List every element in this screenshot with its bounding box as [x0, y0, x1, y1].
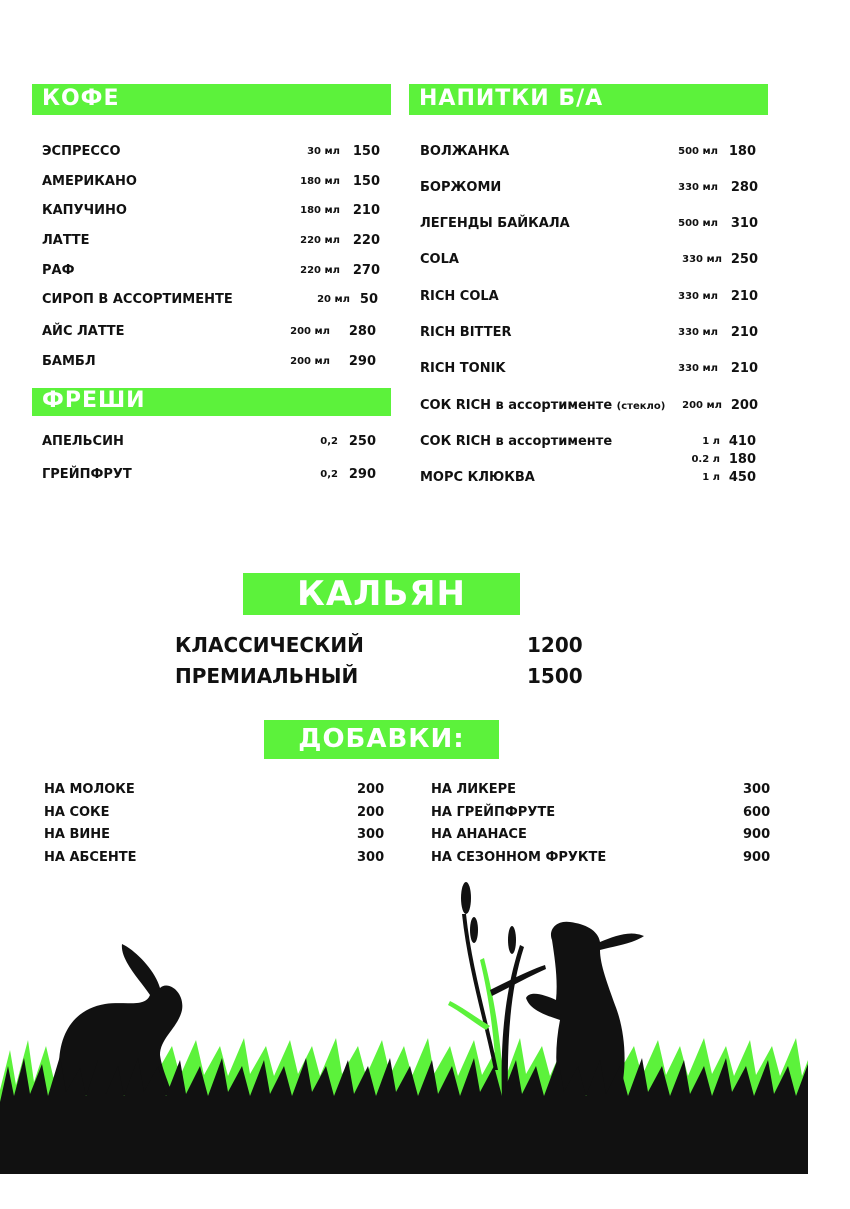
- menu-row: [420, 398, 758, 416]
- item-name: АЙС ЛАТТЕ: [42, 324, 125, 339]
- item-price: 180: [728, 452, 756, 467]
- item-name: МОРС КЛЮКВА: [420, 470, 535, 485]
- hookah-item-name: ПРЕМИАЛЬНЫЙ: [175, 664, 359, 688]
- item-price: 180: [728, 144, 756, 159]
- menu-row: [42, 292, 380, 310]
- item-price: 290: [348, 467, 376, 482]
- item-volume: 200 мл: [290, 356, 330, 367]
- item-price: 50: [359, 292, 378, 307]
- item-name: ВОЛЖАНКА: [420, 144, 510, 159]
- item-price: 210: [352, 203, 380, 218]
- item-volume: 180 мл: [300, 176, 340, 187]
- addon-name: НА ГРЕЙПФРУТЕ: [431, 805, 556, 820]
- item-name: ЛАТТЕ: [42, 233, 90, 248]
- addon-price: 300: [357, 850, 385, 865]
- addon-name: НА ЛИКЕРЕ: [431, 782, 517, 797]
- item-price: 250: [730, 252, 758, 267]
- hookah-title: КАЛЬЯН: [297, 574, 466, 614]
- drinks-title: НАПИТКИ Б/А: [419, 86, 604, 111]
- item-volume: 0.2 л: [691, 454, 720, 465]
- drinks-header: [409, 84, 768, 115]
- addon-price: 200: [357, 782, 385, 797]
- menu-row: [420, 452, 756, 470]
- item-name: АПЕЛЬСИН: [42, 434, 124, 449]
- item-volume: 330 мл: [678, 363, 718, 374]
- item-name: RICH COLA: [420, 289, 499, 304]
- item-volume: 330 мл: [682, 254, 722, 265]
- addon-price: 200: [357, 805, 385, 820]
- addon-name: НА СОКЕ: [44, 805, 110, 820]
- cattail-head: [508, 926, 516, 954]
- item-name: RICH TONIK: [420, 361, 506, 376]
- item-name: RICH BITTER: [420, 325, 512, 340]
- item-name: АМЕРИКАНО: [42, 174, 137, 189]
- menu-row: [420, 289, 758, 307]
- item-note: (стекло): [616, 401, 666, 412]
- item-volume: 220 мл: [300, 235, 340, 246]
- menu-row: [420, 325, 758, 343]
- menu-row: [42, 233, 380, 251]
- item-volume: 500 мл: [678, 146, 718, 157]
- item-name: КАПУЧИНО: [42, 203, 127, 218]
- menu-row: [42, 203, 380, 221]
- addon-price: 300: [743, 782, 771, 797]
- addons-title: ДОБАВКИ:: [298, 724, 465, 754]
- menu-row: [42, 324, 376, 342]
- addon-price: 900: [743, 827, 771, 842]
- item-volume: 30 мл: [307, 146, 340, 157]
- coffee-title: КОФЕ: [42, 86, 120, 111]
- item-price: 150: [352, 144, 380, 159]
- item-volume: 180 мл: [300, 205, 340, 216]
- menu-row: [42, 174, 380, 192]
- item-name: БОРЖОМИ: [420, 180, 502, 195]
- item-volume: 200 мл: [682, 400, 722, 411]
- rabbits-grass-illustration: [0, 870, 810, 1174]
- item-price: 210: [730, 325, 758, 340]
- item-name: СИРОП В АССОРТИМЕНТЕ: [42, 292, 233, 307]
- addon-name: НА АБСЕНТЕ: [44, 850, 137, 865]
- menu-row: [42, 263, 380, 281]
- item-price: 280: [348, 324, 376, 339]
- addon-name: НА СЕЗОННОМ ФРУКТЕ: [431, 850, 607, 865]
- coffee-header: [32, 84, 391, 115]
- addon-price: 600: [743, 805, 771, 820]
- menu-row: [42, 434, 376, 452]
- item-name: COLA: [420, 252, 459, 267]
- menu-row: [42, 144, 380, 162]
- fresh-header: [32, 388, 391, 416]
- hookah-item-price: 1200: [527, 633, 583, 657]
- menu-row: [42, 467, 376, 485]
- item-name: [420, 398, 665, 413]
- addons-header: [264, 720, 499, 759]
- hookah-item-name: КЛАССИЧЕСКИЙ: [175, 633, 364, 657]
- menu-row: [420, 216, 758, 234]
- item-volume: 200 мл: [290, 326, 330, 337]
- item-price: 290: [348, 354, 376, 369]
- item-volume: 0,2: [320, 436, 338, 447]
- item-volume: 1 л: [702, 436, 720, 447]
- cattail-head: [461, 882, 471, 914]
- menu-row: [420, 180, 758, 198]
- item-volume: 20 мл: [317, 294, 350, 305]
- item-price: 280: [730, 180, 758, 195]
- item-price: 250: [348, 434, 376, 449]
- addon-name: НА АНАНАСЕ: [431, 827, 527, 842]
- item-volume: 1 л: [702, 472, 720, 483]
- item-price: 220: [352, 233, 380, 248]
- item-volume: 330 мл: [678, 291, 718, 302]
- menu-row: [42, 354, 376, 372]
- addon-name: НА ВИНЕ: [44, 827, 111, 842]
- item-price: 210: [730, 361, 758, 376]
- item-volume: 330 мл: [678, 327, 718, 338]
- item-price: 210: [730, 289, 758, 304]
- item-name: ЛЕГЕНДЫ БАЙКАЛА: [420, 216, 570, 231]
- hookah-header: [243, 573, 520, 615]
- addon-price: 300: [357, 827, 385, 842]
- item-volume: 330 мл: [678, 182, 718, 193]
- menu-row: [420, 252, 758, 270]
- menu-row: [420, 470, 756, 488]
- item-price: 410: [728, 434, 756, 449]
- item-name: СОК RICH в ассортименте: [420, 434, 613, 449]
- item-price: 270: [352, 263, 380, 278]
- item-name: БАМБЛ: [42, 354, 96, 369]
- item-name: ЭСПРЕССО: [42, 144, 121, 159]
- cattail-head: [470, 917, 478, 943]
- fresh-title: ФРЕШИ: [42, 388, 146, 413]
- addon-price: 900: [743, 850, 771, 865]
- item-price: 450: [728, 470, 756, 485]
- item-price: 200: [730, 398, 758, 413]
- item-price: 310: [730, 216, 758, 231]
- menu-row: [420, 434, 756, 452]
- hookah-item-price: 1500: [527, 664, 583, 688]
- item-name-text: СОК RICH в ассортименте: [420, 398, 613, 413]
- item-price: 150: [352, 174, 380, 189]
- item-volume: 0,2: [320, 469, 338, 480]
- item-name: РАФ: [42, 263, 75, 278]
- item-volume: 500 мл: [678, 218, 718, 229]
- item-volume: 220 мл: [300, 265, 340, 276]
- menu-row: [420, 144, 756, 162]
- addon-name: НА МОЛОКЕ: [44, 782, 135, 797]
- menu-row: [420, 361, 758, 379]
- item-name: ГРЕЙПФРУТ: [42, 467, 132, 482]
